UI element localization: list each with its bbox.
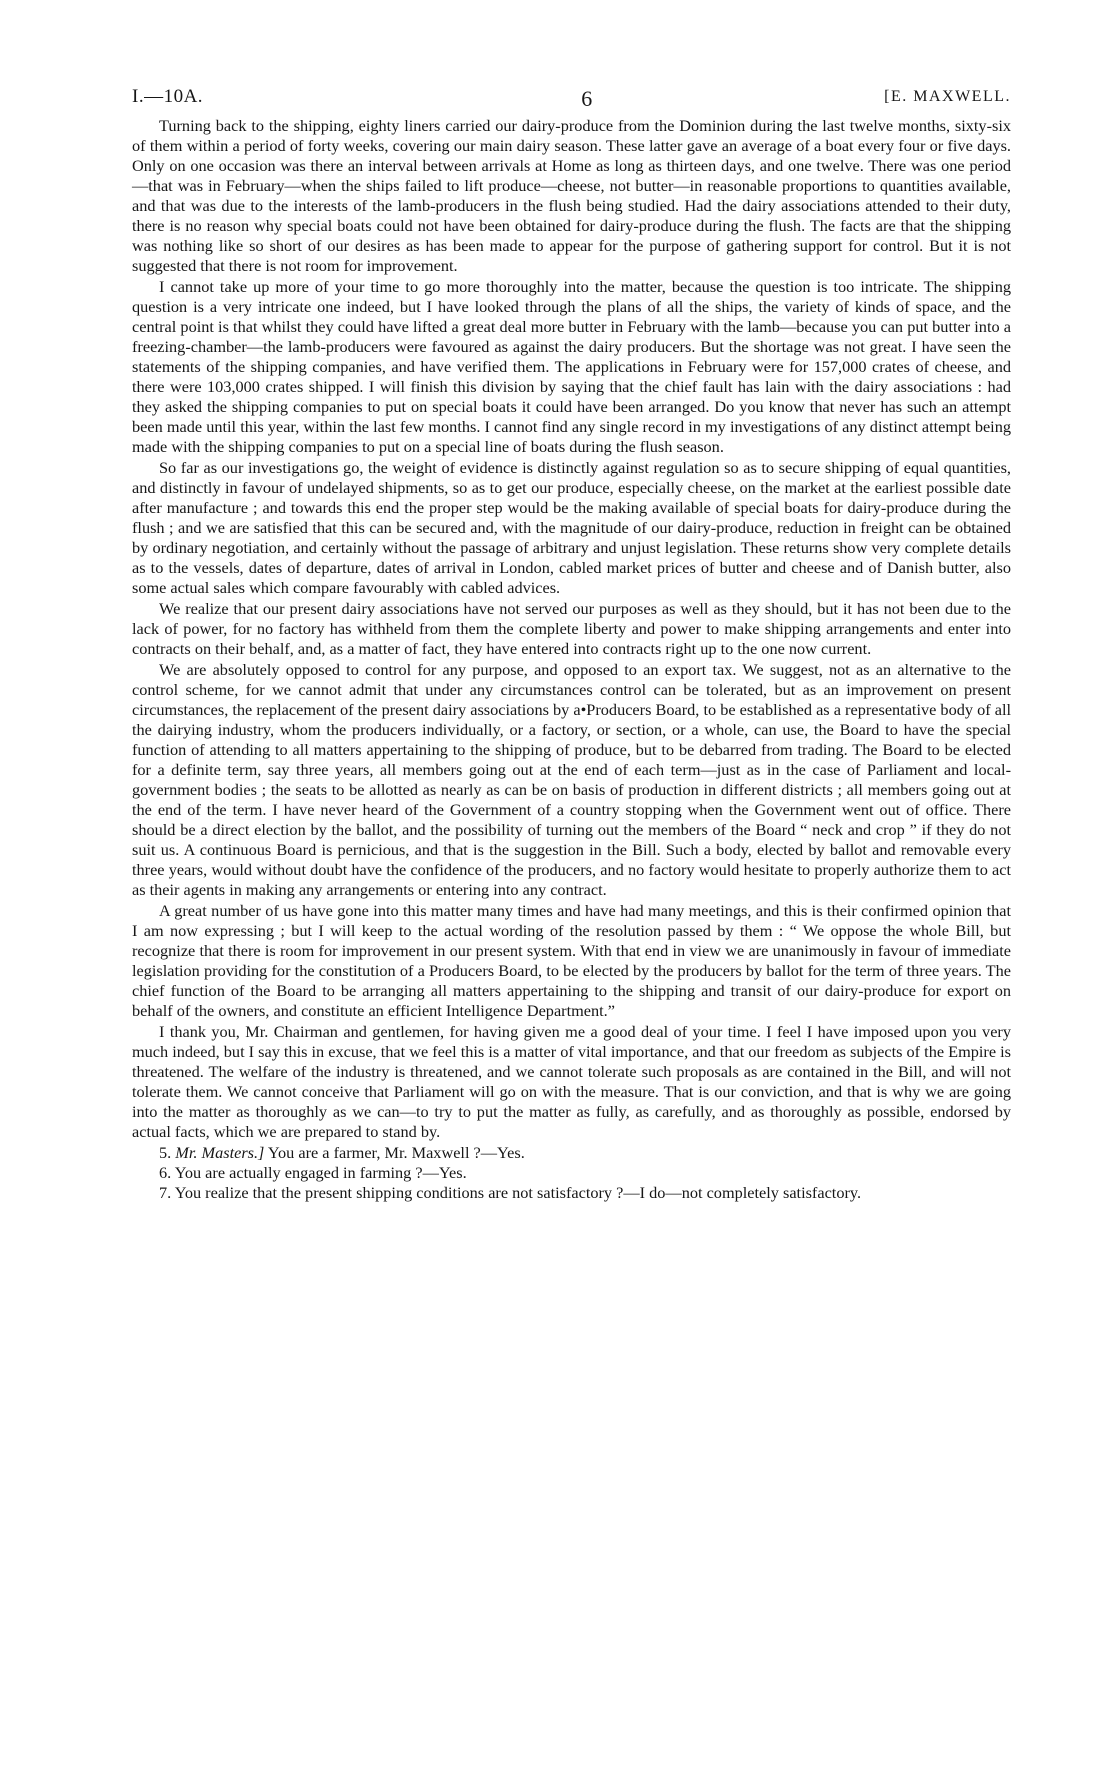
question-number: 5.	[159, 1143, 172, 1162]
question-text: You realize that the present shipping conditions are not satisfactory ?—I do—not completely satisfactory.	[174, 1182, 862, 1202]
paragraph: We realize that our present dairy associations have not served our purposes as well as they should, but it has not been due to the lack of power, for no factory has withheld from them the complete liberty and power to make shipping arrangements and enter into contracts on their behalf, and, as a matter of fact, they have entered into contracts right up to the one now current.	[132, 599, 1011, 658]
paragraph: I thank you, Mr. Chairman and gentlemen, for having given me a good deal of your time. I feel I have imposed upon you very much indeed, but I say this in excuse, that we feel this is a matter of vital importance, and that our freedom as subjects of the Empire is threatened. The welfare of the industry is threatened, and we cannot tolerate such proposals as are contained in the Bill, and will not tolerate them. We cannot conceive that Parliament will go on with the measure. That is our conviction, and that is why we are going into the matter as thoroughly as we can—to try to put the matter as fully, as carefully, and as thoroughly as possible, endorsed by actual facts, which we are prepared to stand by.	[132, 1022, 1011, 1141]
paper-reference: I.—10A.	[132, 86, 204, 107]
witness-name: [E. MAXWELL.	[884, 88, 1011, 105]
document-page	[132, 78, 1011, 1202]
paragraph: So far as our investigations go, the weight of evidence is distinctly against regulation so as to secure shipping of equal quantities, and distinctly in favour of undelayed shipments, so as to get our produce, especially cheese, on the market at the earliest possible date after manufacture ; and towards this end the proper step would be the making available of special boats for dairy-produce during the flush ; and we are satisfied that this can be secured and, with the magnitude of our dairy-produce, reduction in freight can be obtained by ordinary negotiation, and certainly without the passage of arbitrary and unjust legislation. These returns show very complete details as to the vessels, dates of departure, dates of arrival in London, cabled market prices of butter and cheese and of Danish butter, also some actual sales which compare favourably with cabled advices.	[132, 458, 1011, 597]
paragraph: Turning back to the shipping, eighty liners carried our dairy-produce from the Dominion during the last twelve months, sixty-six of them within a period of forty weeks, covering our main dairy season. These latter gave an average of a boat every four or five days. Only on one occasion was there an interval between arrivals at Home as long as thirteen days, and one twelve. There was one period—that was in February—when the ships failed to lift produce—cheese, not butter—in reasonable proportions to quantities available, and that was due to the interests of the lamb-producers in the flush being studied. Had the dairy associations attended to their duty, there is no reason why special boats could not have been obtained for dairy-produce during the flush. The facts are that the shipping was nothing like so short of our desires as has been made to appear for the purpose of gathering support for control. But it is not suggested that there is not room for improvement.	[132, 116, 1011, 275]
question-number: 7.	[159, 1182, 172, 1202]
question-list	[132, 1143, 1011, 1202]
question-text: You are a farmer, Mr. Maxwell ?—Yes.	[267, 1143, 525, 1162]
paragraph: A great number of us have gone into this matter many times and have had many meetings, and this is their confirmed opinion that I am now expressing ; but I will keep to the actual wording of the resolution passed by them : “ We oppose the whole Bill, but recognize that there is room for improvement in our present system. With that end in view we are unanimously in favour of immediate legislation providing for the constitution of a Producers Board, to be elected by the producers by ballot for the term of three years. The chief function of the Board to be arranging all matters appertaining to the shipping and transit of our dairy-produce for export on behalf of the owners, and constitute an efficient Intelligence Department.”	[132, 901, 1011, 1020]
question-number: 6.	[159, 1162, 172, 1182]
question-item	[132, 1143, 1011, 1163]
question-text: You are actually engaged in farming ?—Yes.	[174, 1162, 467, 1182]
paragraph: We are absolutely opposed to control for any purpose, and opposed to an export tax. We suggest, not as an alternative to the control scheme, for we cannot admit that under any circumstances control can be tolerated, but as an improvement on present circumstances, the replacement of the present dairy associations by a•Producers Board, to be established as a representative body of all the dairying industry, whom the producers individually, or a factory, or section, or a whole, can use, the Board to have the special function of attending to all matters appertaining to the shipping of produce, but to be debarred from trading. The Board to be elected for a definite term, say three years, all members going out at the end of each term—just as in the case of Parliament and local-government bodies ; the seats to be allotted as nearly as can be on basis of production in different districts ; all members going out at the end of the term. I have never heard of the Government of a country stopping when the Government went out of office. There should be a direct election by the ballot, and the possibility of turning out the members of the Board “ neck and crop ” if they do not suit us. A continuous Board is pernicious, and that is the suggestion in the Bill. Such a body, elected by ballot and removable every three years, would without doubt have the confidence of the producers, and no factory would hesitate to properly authorize them to act as their agents in making any arrangements or entering into any contract.	[132, 660, 1011, 899]
question-item	[132, 1163, 1011, 1183]
testimony-body	[132, 116, 1011, 1142]
page-header	[132, 78, 1011, 116]
question-speaker: Mr. Masters.]	[175, 1143, 265, 1162]
paragraph: I cannot take up more of your time to go more thoroughly into the matter, because the question is too intricate. The shipping question is a very intricate one indeed, but I have looked through the plans of all the ships, the variety of kinds of space, and the central point is that whilst they could have lifted a great deal more butter in February with the lamb—because you can put butter into a freezing-chamber—the lamb-producers were favoured as against the dairy producers. But the shortage was not great. I have seen the statements of the shipping companies, and have verified them. The applications in February were for 157,000 crates of cheese, and there were 103,000 crates shipped. I will finish this division by saying that the chief fault has lain with the dairy associations : had they asked the shipping companies to put on special boats it could have been arranged. Do you know that never has such an attempt been made until this year, within the last few months. I cannot find any single record in my investigations of any distinct attempt being made with the shipping companies to put on a special line of boats during the flush season.	[132, 277, 1011, 456]
page-number: 6	[581, 86, 593, 111]
question-item	[132, 1183, 1011, 1203]
